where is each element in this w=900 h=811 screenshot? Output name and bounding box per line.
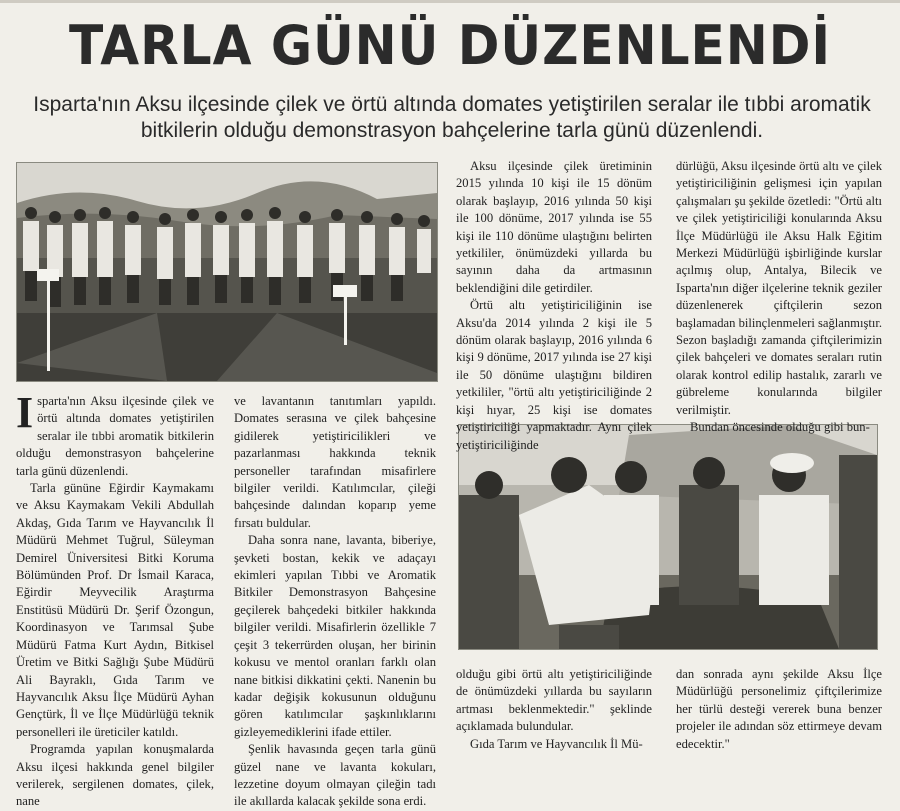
attendees-paragraph: Tarla gününe Eğirdir Kaymakamı ve Aksu Kaymakam Vekili Abdullah Akdaş, Gıda Tarım ve Hayvancılık İl Müdürü Mehmet Tuğrul, Süleyman Demirel Üniversitesi Bitki Koruma Bölümünden Prof. Dr İsmail Karaca, Eğirdir Meyvecilik Araştırma Enstitüsü Müdürü Dr. Şerif Özongun, Koordinasyon ve Tarımsal Şube Müdürü Fatma Kurt Aydın, Bitkisel Üretim ve Bitki Sağlığı Şube Müdürü Ali Bayraklı, Gıda Tarım ve Hayvancılık Aksu İlçe Müdürü Ayhan Gençtürk, İl ve İlçe Müdürlüğü teknik personelleri ile üreticiler katıldı. xyxy=(16,481,214,739)
lead-text: sparta'nın Aksu ilçesinde çilek ve örtü altında domates yetiştirilen seralar ile tıbbi aromatik bitkilerin olduğu demonstrasyon bahçelerine tarla günü düzenlendi. xyxy=(16,394,214,478)
top-rule xyxy=(0,0,900,3)
column-2 xyxy=(234,393,436,811)
article-deck: Isparta'nın Aksu ilçesinde çilek ve örtü altında domates yetiştirilen seralar ile tıbbi aromatik bitkilerin olduğu demonstrasyon bahçelerine tarla günü düzenlendi. xyxy=(33,93,871,142)
lead-paragraph xyxy=(16,388,214,480)
column-4-top xyxy=(676,158,882,437)
column-1 xyxy=(16,388,214,811)
column-3-top xyxy=(456,158,652,454)
tour-paragraph: ve lavantanın tanıtımları yapıldı. Domates serasına ve çilek bahçesine gidilerek yetiştiricilikleri ve pazarlanması hakkında teknik personeller tarafından misafirlere bilgiler verildi. Katılımcılar, çileği bahçesinde dalından koparıp yeme fırsatı buldular. xyxy=(234,394,436,530)
column-4-bottom xyxy=(676,666,882,753)
article-headline: TARLA GÜNÜ DÜZENLENDİ xyxy=(68,14,831,77)
directorate-intro-paragraph: Gıda Tarım ve Hayvancılık İl Mü- xyxy=(470,736,643,751)
closing-paragraph: Şenlik havasında geçen tarla günü güzel nane ve lavanta kokuları, lezzetine doyum olmayan çileğin tadı ile akıllarda kalacak şekilde sona erdi. xyxy=(234,742,436,809)
program-paragraph: Programda yapılan konuşmalarda Aksu ilçesi hakkında genel bilgiler verilerek, sergilenen domates, çilek, nane xyxy=(16,742,214,809)
column-3-bottom xyxy=(456,666,652,753)
drop-cap: I xyxy=(16,388,34,437)
expectation-paragraph: olduğu gibi örtü altı yetiştiriciliğinde de önümüzdeki yıllarda bu sayıların artması beklenmektedir." şeklinde açıklamada bulundular. xyxy=(456,667,652,734)
herbs-paragraph: Daha sonra nane, lavanta, biberiye, şevketi bostan, kekik ve adaçayı ekimleri yapılan Tıbbi ve Aromatik Bitkiler Demonstrasyon Bahçesine geçilerek bahçedeki bitkiler hakkında bilgiler verildi. Misafirlerin özellikle 7 çeşit 3 tekerrürden oluşan, her birinin kokusu ve mentol oranları farklı olan nane bitkisi dikkatini çekti. Nanenin bu kadar değişik kokusunun olduğunu gören katılımcılar şaşkınlıklarını gizleyemediklerini ifade ettiler. xyxy=(234,533,436,739)
strawberry-stats-paragraph: Aksu ilçesinde çilek üretiminin 2015 yılında 10 kişi ile 15 dönüm olarak başlayıp, 2016 yılında 50 kişi ile 100 dönüme, 2017 yılında ise 55 kişi ile 110 dönüme ulaştığını belirten yetkililer, önümüzdeki yıllarda bu sayının daha da artmasının beklendiğini dile getirdiler. xyxy=(456,159,652,295)
group-photo xyxy=(16,162,438,382)
directorate-paragraph: dürlüğü, Aksu ilçesinde örtü altı ve çilek yetiştiriciliğinin gelişmesi için yapılan çalışmaları şu şekilde özetledi: "Örtü altı ve çilek yetiştiriciliği konularında Aksu İlçe Müdürlüğü ile Aksu Halk Eğitim Merkezi Müdürlüğü işbirliğinde kurslar açılmış olup, Antalya, Bilecik ve Isparta'nın diğer ilçelerine teknik geziler düzenlenerek çiftçilerin sezon başlamadan bilinçlenmeleri sağlanmıştır. Sezon başladığı zamanda çiftçilerimizin çilek bahçeleri ve domates seraları rutin olarak kontrol edilip hastalık, zararlı ve gübreleme konularında bilgiler verilmiştir. xyxy=(676,159,882,417)
greenhouse-stats-paragraph: Örtü altı yetiştiriciliğinin ise Aksu'da 2014 yılında 2 kişi ile 5 dönüm olarak başlayıp, 2016 yılında 6 kişi 9 dönüme, 2017 yılında ise 27 kişi ile 50 dönüme ulaştığını bildiren yetkililer, "örtü altı yetiştiriciliğinde 2 kişi hıyar, 25 kişi ise domates yetiştiriciliği yapmaktadır. Aynı çilek yetiştiriciliğinde xyxy=(456,298,652,452)
continuation-paragraph: Bundan öncesinde olduğu gibi bun- xyxy=(690,420,870,435)
greenhouse-photo xyxy=(458,424,878,650)
support-paragraph: dan sonrada aynı şekilde Aksu İlçe Müdürlüğü personelimiz çiftçilerimize her türlü desteği vererek buna benzer projeler ile adından söz ettirmeye devam edecektir." xyxy=(676,667,882,751)
